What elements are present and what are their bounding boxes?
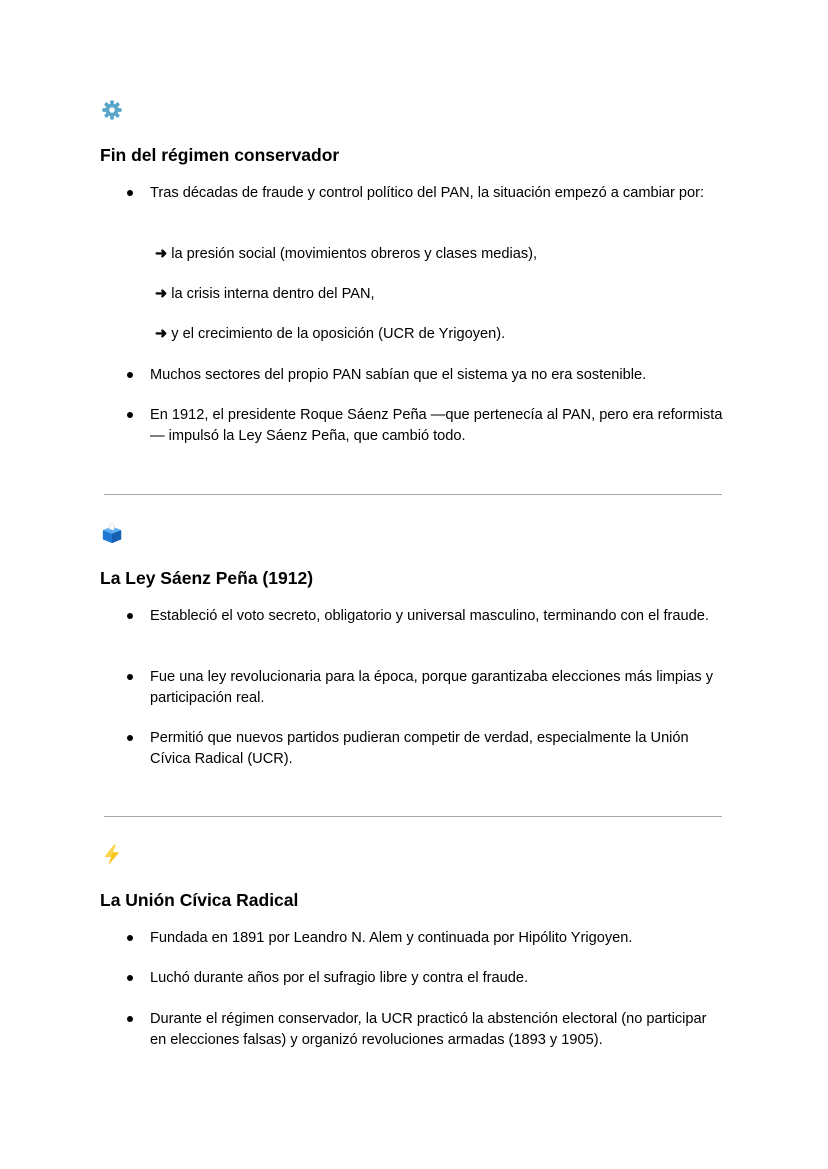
list-item: Permitió que nuevos partidos pudieran competir de verdad, especialmente la Unión Cívica Radical (UCR). bbox=[124, 728, 724, 769]
section-divider bbox=[104, 494, 722, 495]
arrow-right-icon: ➜ bbox=[155, 286, 168, 302]
section-title-fin-regimen: Fin del régimen conservador bbox=[100, 145, 340, 165]
sub-list-item: ➜ y el crecimiento de la oposición (UCR de Yrigoyen). bbox=[155, 326, 506, 342]
gear-icon bbox=[101, 99, 123, 121]
sub-list-item: ➜ la crisis interna dentro del PAN, bbox=[155, 286, 375, 302]
list-item: Muchos sectores del propio PAN sabían que el sistema ya no era sostenible. bbox=[124, 365, 724, 386]
bullet-icon bbox=[127, 613, 133, 619]
ballot-box-icon bbox=[101, 522, 123, 544]
lightning-icon bbox=[101, 844, 123, 866]
bullet-icon bbox=[127, 372, 133, 378]
bullet-icon bbox=[127, 674, 133, 680]
sub-list-item: ➜ la presión social (movimientos obreros y clases medias), bbox=[155, 246, 538, 262]
section-title-union-civica-radical: La Unión Cívica Radical bbox=[100, 890, 299, 910]
list-item: Estableció el voto secreto, obligatorio y universal masculino, terminando con el fraude. bbox=[124, 606, 724, 627]
bullet-icon bbox=[127, 1016, 133, 1022]
bullet-icon bbox=[127, 935, 133, 941]
bullet-icon bbox=[127, 190, 133, 196]
section-divider bbox=[104, 816, 722, 817]
bullet-icon bbox=[127, 412, 133, 418]
bullet-icon bbox=[127, 975, 133, 981]
list-item: Tras décadas de fraude y control político del PAN, la situación empezó a cambiar por: bbox=[124, 183, 724, 204]
list-item: Fue una ley revolucionaria para la época, porque garantizaba elecciones más limpias y participación real. bbox=[124, 667, 724, 708]
section-title-ley-saenz-pena: La Ley Sáenz Peña (1912) bbox=[100, 568, 314, 588]
arrow-right-icon: ➜ bbox=[155, 326, 168, 342]
bullet-icon bbox=[127, 735, 133, 741]
list-item: Fundada en 1891 por Leandro N. Alem y continuada por Hipólito Yrigoyen. bbox=[124, 928, 724, 949]
arrow-right-icon: ➜ bbox=[155, 246, 168, 262]
list-item: Luchó durante años por el sufragio libre y contra el fraude. bbox=[124, 968, 724, 989]
list-item: En 1912, el presidente Roque Sáenz Peña —que pertenecía al PAN, pero era reformista— impulsó la Ley Sáenz Peña, que cambió todo. bbox=[124, 405, 724, 446]
list-item: Durante el régimen conservador, la UCR practicó la abstención electoral (no participar en elecciones falsas) y organizó revoluciones armadas (1893 y 1905). bbox=[124, 1009, 724, 1050]
